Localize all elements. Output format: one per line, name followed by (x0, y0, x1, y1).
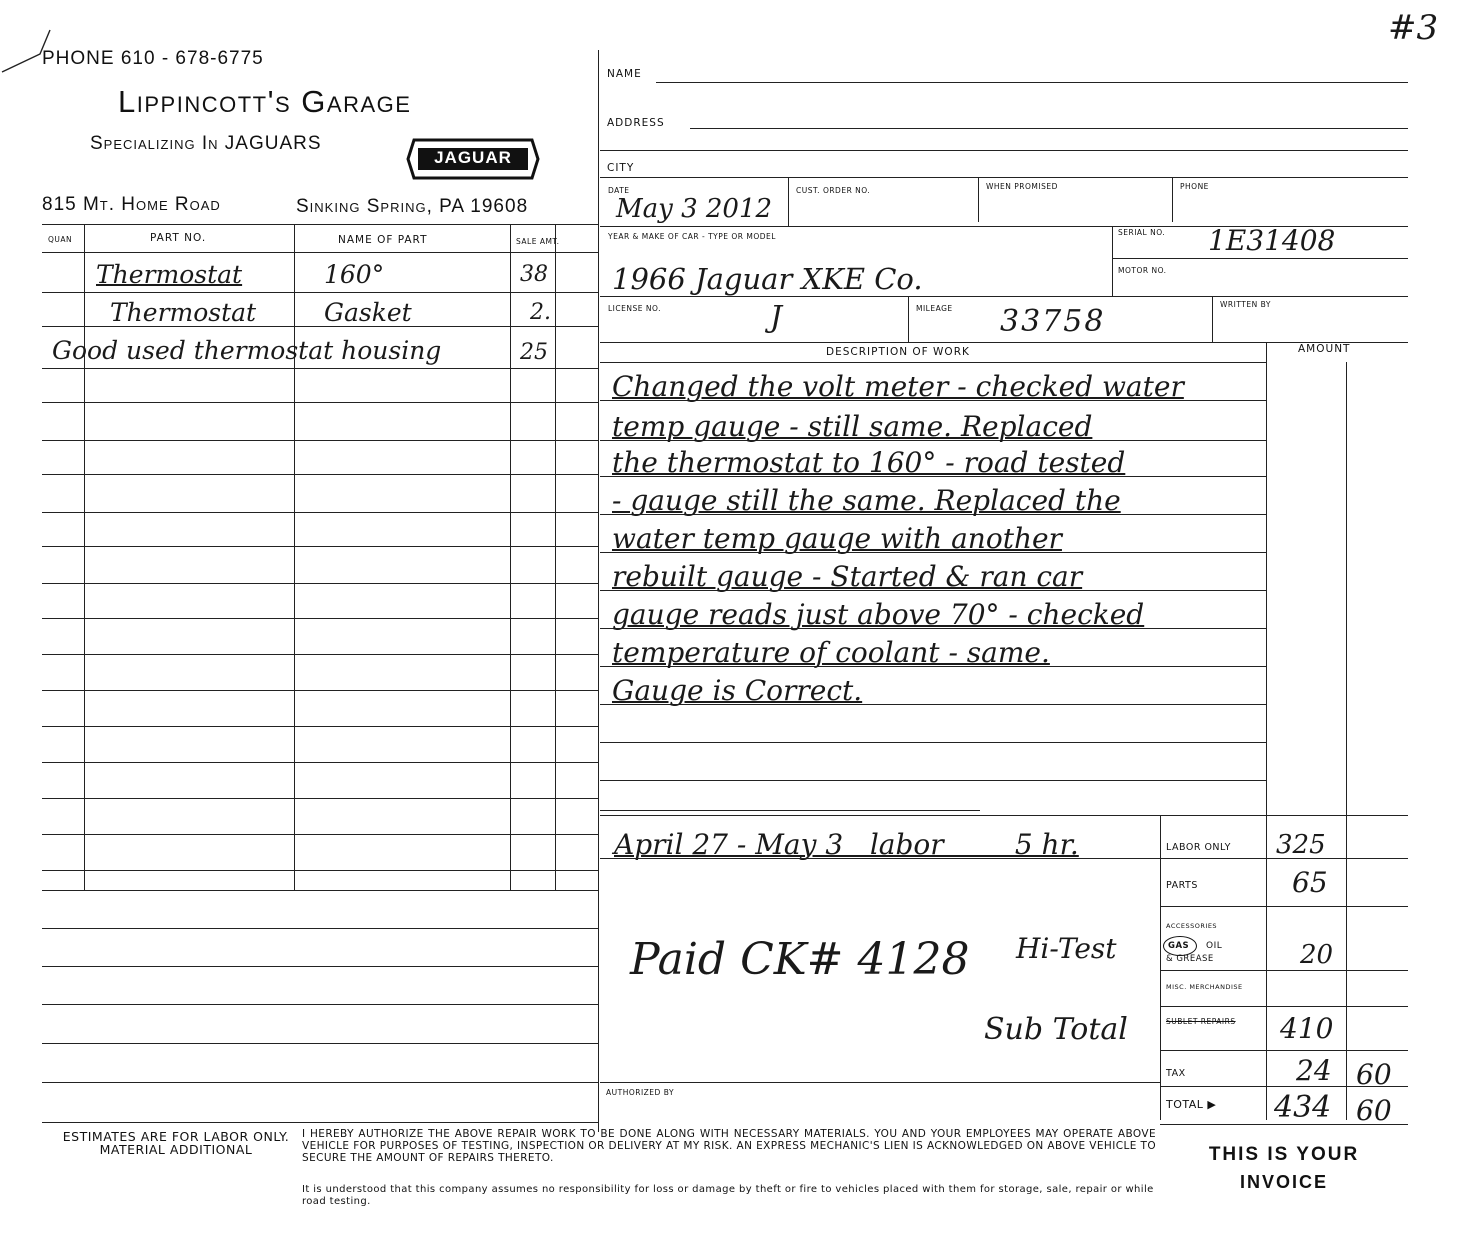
authorization-text: I HEREBY AUTHORIZE THE ABOVE REPAIR WORK TO BE DONE ALONG WITH NECESSARY MATERIALS. YOU AND YOUR EMPLOYEES MAY OPERATE ABOVE VEHICLE FOR PURPOSES OF TESTING, INSPECTION OR DELIVERY AT MY RISK. AN EXPRESS MECHANIC'S LIEN IS ACKNOWLEDGED ON ABOVE VEHICLE TO SECURE THE AMOUNT OF REPAIRS THERETO. (302, 1128, 1156, 1164)
business-phone: PHONE 610 - 678-6775 (42, 48, 264, 69)
business-name: Lippincott's Garage (118, 84, 412, 119)
work-line-5: water temp gauge with another (612, 522, 1062, 555)
label-labor-only: LABOR ONLY (1166, 842, 1231, 853)
label-name: NAME (607, 68, 642, 80)
work-line-3: the thermostat to 160° - road tested (612, 446, 1126, 479)
parts-row-1-amt: 38 (520, 262, 548, 287)
label-parts: PARTS (1166, 880, 1198, 891)
parts-row-3-amt: 25 (520, 340, 548, 365)
parts-row-3-part: Good used thermostat housing (52, 336, 442, 365)
label-when-promised: WHEN PROMISED (986, 182, 1058, 191)
value-labor-only: 325 (1276, 830, 1326, 860)
label-grease: & GREASE (1166, 954, 1214, 964)
label-written-by: WRITTEN BY (1220, 300, 1271, 309)
label-address: ADDRESS (607, 117, 665, 129)
label-date: DATE (608, 186, 630, 195)
label-tax: TAX (1166, 1068, 1186, 1079)
jaguar-logo (406, 136, 540, 186)
desc-header: DESCRIPTION OF WORK (826, 346, 970, 358)
label-oil: OIL (1206, 941, 1223, 951)
invoice-line-2: INVOICE (1239, 1172, 1328, 1192)
mileage-value: 33758 (1000, 304, 1106, 339)
label-mileage: MILEAGE (916, 304, 953, 313)
label-motor: MOTOR NO. (1118, 266, 1167, 275)
main-divider (598, 50, 599, 1132)
work-line-9: Gauge is Correct. (612, 674, 863, 707)
liability-text: It is understood that this company assumes no responsibility for loss or damage by theft or fire to vehicles placed with them for storage, sale, repair or while road testing. (302, 1184, 1154, 1207)
value-sublet: 410 (1280, 1012, 1334, 1045)
work-line-4: - gauge still the same. Replaced the (612, 484, 1121, 517)
work-line-6: rebuilt gauge - Started & ran car (612, 560, 1083, 593)
business-city-state: Sinking Spring, PA 19608 (296, 196, 529, 217)
value-parts: 65 (1292, 866, 1328, 899)
parts-row-2-part: Thermostat (110, 298, 257, 327)
paid-note: Paid CK# 4128 (630, 934, 970, 985)
label-city: CITY (607, 162, 635, 174)
labor-line: April 27 - May 3 labor 5 hr. (614, 828, 1079, 861)
col-sale-amt-header: SALE AMT. (516, 237, 560, 246)
label-cust-order: CUST. ORDER NO. (796, 186, 871, 195)
label-serial: SERIAL NO. (1118, 228, 1166, 237)
license-number: J (770, 300, 783, 335)
value-total-dollars: 434 (1274, 1090, 1332, 1125)
serial-number: 1E31408 (1208, 224, 1336, 257)
work-line-8: temperature of coolant - same. (612, 636, 1050, 669)
parts-row-1-name: 160° (324, 260, 385, 289)
hi-test-note: Hi-Test (1016, 932, 1117, 965)
label-sublet: SUBLET REPAIRS (1166, 1017, 1236, 1026)
col-part-no-header: PART NO. (150, 232, 207, 244)
value-tax-cents: 60 (1356, 1058, 1392, 1091)
label-phone: PHONE (1180, 182, 1209, 191)
vehicle-year-make: 1966 Jaguar XKE Co. (612, 262, 923, 296)
business-tagline: Specializing In JAGUARS (90, 133, 322, 154)
label-accessories: ACCESSORIES (1166, 922, 1218, 930)
col-quan-header: QUAN (48, 235, 73, 244)
value-total-cents: 60 (1356, 1094, 1392, 1127)
sub-total-note: Sub Total (984, 1012, 1128, 1047)
label-authorized-by: AUTHORIZED BY (606, 1088, 675, 1097)
value-gas: 20 (1300, 940, 1334, 970)
invoice-line-1: THIS IS YOUR (1208, 1144, 1360, 1165)
col-name-header: NAME OF PART (338, 234, 428, 246)
amount-header: AMOUNT (1298, 343, 1351, 355)
page-number: #3 (1388, 8, 1439, 48)
work-line-7: gauge reads just above 70° - checked (612, 598, 1145, 631)
parts-row-2-amt: 2. (530, 300, 551, 325)
label-license: LICENSE NO. (608, 304, 661, 313)
label-year-make: YEAR & MAKE OF CAR - TYPE OR MODEL (608, 232, 776, 241)
parts-row-1-part: Thermostat (96, 260, 243, 289)
work-line-1: Changed the volt meter - checked water (612, 370, 1184, 403)
label-misc: MISC. MERCHANDISE (1166, 983, 1243, 991)
label-gas: GAS (1168, 941, 1190, 951)
label-total: TOTAL ▶ (1166, 1098, 1217, 1111)
business-street: 815 Mt. Home Road (42, 194, 221, 215)
work-line-2: temp gauge - still same. Replaced (612, 410, 1093, 443)
jaguar-logo-text: JAGUAR (434, 148, 512, 167)
parts-row-2-name: Gasket (324, 298, 412, 327)
estimates-note: ESTIMATES ARE FOR LABOR ONLY. MATERIAL ADDITIONAL (62, 1129, 290, 1157)
service-date: May 3 2012 (616, 194, 773, 224)
value-tax-dollars: 24 (1296, 1054, 1332, 1087)
